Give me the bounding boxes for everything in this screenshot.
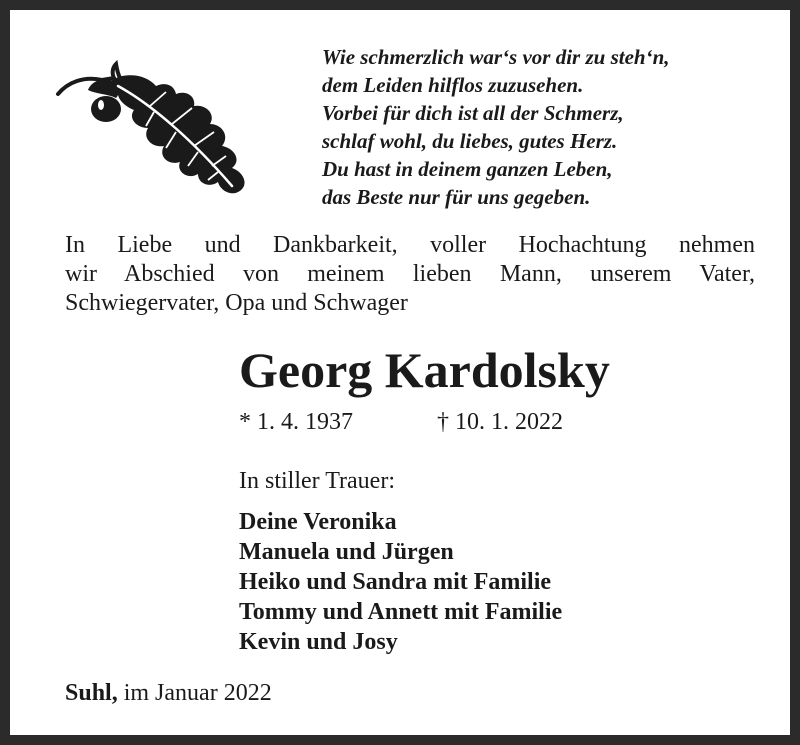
closing-date: im Januar 2022 [123,680,272,706]
intro-text [65,231,755,318]
mourner: Manuela und Jürgen [239,539,454,565]
birth-date: * 1. 4. 1937 [239,409,353,435]
intro-line: Schwiegervater, Opa und Schwager [65,290,408,316]
mourner: Kevin und Josy [239,629,398,655]
mourning-label: In stiller Trauer: [239,468,395,494]
intro-line: In Liebe und Dankbarkeit, voller Hochachtung nehmen [65,232,755,258]
poem-line: dem Leiden hilflos zuzusehen. [322,73,584,97]
mourner: Deine Veronika [239,509,397,535]
mourners-list [239,507,562,657]
poem [322,43,792,211]
deceased-name: Georg Kardolsky [239,342,610,398]
death-date: † 10. 1. 2022 [437,409,563,435]
poem-line: Du hast in deinem ganzen Leben, [322,157,613,181]
intro-line: wir Abschied von meinem lieben Mann, unserem Vater, [65,261,755,287]
mourner: Heiko und Sandra mit Familie [239,569,552,595]
closing-line [65,678,272,708]
oak-leaf-icon [54,54,264,202]
poem-line: das Beste nur für uns gegeben. [322,185,591,209]
life-dates [239,407,563,437]
closing-place: Suhl, [65,680,118,706]
poem-line: schlaf wohl, du liebes, gutes Herz. [322,129,618,153]
mourner: Tommy und Annett mit Familie [239,599,563,625]
poem-line: Vorbei für dich ist all der Schmerz, [322,101,624,125]
poem-line: Wie schmerzlich war‘s vor dir zu steh‘n, [322,45,670,69]
